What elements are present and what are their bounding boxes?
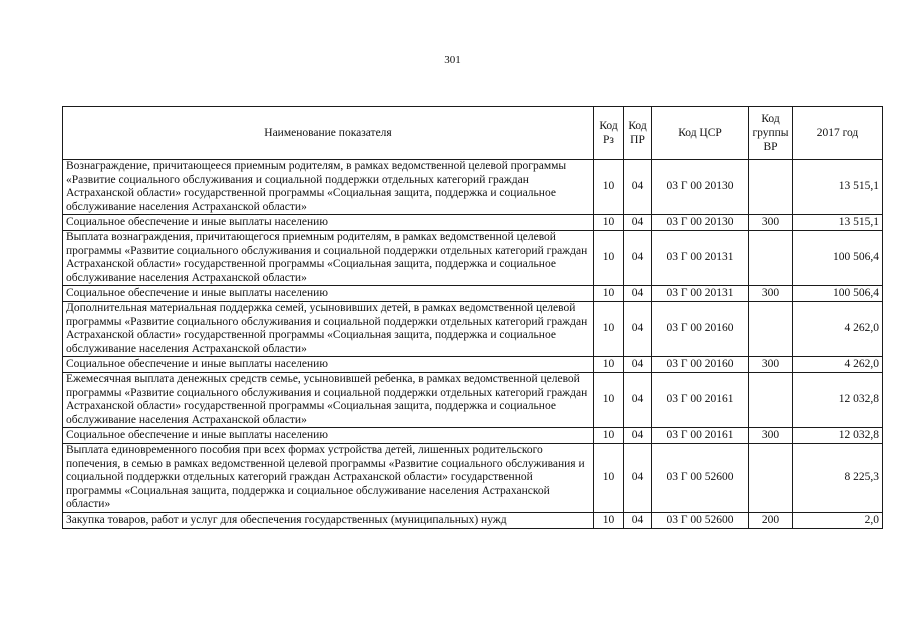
header-rz: Код Рз bbox=[594, 107, 624, 160]
table-header-row bbox=[63, 107, 883, 160]
budget-table bbox=[62, 106, 883, 529]
row-csr: 03 Г 00 20131 bbox=[652, 286, 749, 302]
row-csr: 03 Г 00 20131 bbox=[652, 231, 749, 286]
row-csr: 03 Г 00 20161 bbox=[652, 373, 749, 428]
row-pr: 04 bbox=[624, 357, 652, 373]
row-rz: 10 bbox=[594, 444, 624, 513]
row-rz: 10 bbox=[594, 286, 624, 302]
table-row bbox=[63, 444, 883, 513]
row-pr: 04 bbox=[624, 512, 652, 528]
row-pr: 04 bbox=[624, 428, 652, 444]
row-amount: 100 506,4 bbox=[793, 286, 883, 302]
row-pr: 04 bbox=[624, 302, 652, 357]
table-row bbox=[63, 286, 883, 302]
row-pr: 04 bbox=[624, 373, 652, 428]
row-vr bbox=[749, 160, 793, 215]
row-vr bbox=[749, 373, 793, 428]
row-csr: 03 Г 00 20130 bbox=[652, 160, 749, 215]
row-amount: 13 515,1 bbox=[793, 215, 883, 231]
row-vr: 200 bbox=[749, 512, 793, 528]
row-vr: 300 bbox=[749, 357, 793, 373]
header-vr: Код группы ВР bbox=[749, 107, 793, 160]
table-row bbox=[63, 373, 883, 428]
row-csr: 03 Г 00 20130 bbox=[652, 215, 749, 231]
row-rz: 10 bbox=[594, 302, 624, 357]
row-amount: 8 225,3 bbox=[793, 444, 883, 513]
row-pr: 04 bbox=[624, 160, 652, 215]
row-vr: 300 bbox=[749, 428, 793, 444]
row-rz: 10 bbox=[594, 428, 624, 444]
row-name: Социальное обеспечение и иные выплаты населению bbox=[63, 428, 594, 444]
row-csr: 03 Г 00 52600 bbox=[652, 444, 749, 513]
table-row bbox=[63, 428, 883, 444]
row-vr bbox=[749, 444, 793, 513]
row-name: Ежемесячная выплата денежных средств семье, усыновившей ребенка, в рамках ведомственной целевой программы «Развитие социального обслуживания и социальной поддержки отдельных категорий граждан Астраханской области» государственной программы «Социальная защита, поддержка и социальное обслуживание населения Астраханской области» bbox=[63, 373, 594, 428]
table-row bbox=[63, 231, 883, 286]
header-csr: Код ЦСР bbox=[652, 107, 749, 160]
row-amount: 2,0 bbox=[793, 512, 883, 528]
row-name: Дополнительная материальная поддержка семей, усыновивших детей, в рамках ведомственной целевой программы «Развитие социального обслуживания и социальной поддержки отдельных категорий граждан Астраханской области» государственной программы «Социальная защита, поддержка и социальное обслуживание населения Астраханской области» bbox=[63, 302, 594, 357]
header-pr: Код ПР bbox=[624, 107, 652, 160]
row-vr: 300 bbox=[749, 286, 793, 302]
row-csr: 03 Г 00 20160 bbox=[652, 357, 749, 373]
row-csr: 03 Г 00 20161 bbox=[652, 428, 749, 444]
table-row bbox=[63, 160, 883, 215]
row-name: Социальное обеспечение и иные выплаты населению bbox=[63, 286, 594, 302]
row-name: Закупка товаров, работ и услуг для обеспечения государственных (муниципальных) нужд bbox=[63, 512, 594, 528]
table-row bbox=[63, 357, 883, 373]
row-vr bbox=[749, 231, 793, 286]
row-amount: 100 506,4 bbox=[793, 231, 883, 286]
row-csr: 03 Г 00 52600 bbox=[652, 512, 749, 528]
row-rz: 10 bbox=[594, 215, 624, 231]
row-amount: 12 032,8 bbox=[793, 373, 883, 428]
row-rz: 10 bbox=[594, 231, 624, 286]
table-row bbox=[63, 512, 883, 528]
row-pr: 04 bbox=[624, 231, 652, 286]
row-amount: 4 262,0 bbox=[793, 357, 883, 373]
row-rz: 10 bbox=[594, 357, 624, 373]
row-amount: 13 515,1 bbox=[793, 160, 883, 215]
page-number: 301 bbox=[444, 54, 461, 66]
row-pr: 04 bbox=[624, 215, 652, 231]
row-name: Социальное обеспечение и иные выплаты населению bbox=[63, 357, 594, 373]
row-rz: 10 bbox=[594, 160, 624, 215]
row-vr bbox=[749, 302, 793, 357]
row-name: Выплата вознаграждения, причитающегося приемным родителям, в рамках ведомственной целевой программы «Развитие социального обслуживания и социальной поддержки отдельных категорий граждан Астраханской области» государственной программы «Социальная защита, поддержка и социальное обслуживание населения Астраханской области» bbox=[63, 231, 594, 286]
row-amount: 4 262,0 bbox=[793, 302, 883, 357]
header-year: 2017 год bbox=[793, 107, 883, 160]
row-rz: 10 bbox=[594, 373, 624, 428]
row-name: Выплата единовременного пособия при всех формах устройства детей, лишенных родительского попечения, в семью в рамках ведомственной целевой программы «Развитие социального обслуживания и социальной поддержки отдельных категорий граждан Астраханской области» государственной программы «Социальная защита, поддержка и социальное обслуживание населения Астраханской области» bbox=[63, 444, 594, 513]
row-rz: 10 bbox=[594, 512, 624, 528]
row-vr: 300 bbox=[749, 215, 793, 231]
row-pr: 04 bbox=[624, 444, 652, 513]
table-row bbox=[63, 302, 883, 357]
header-name: Наименование показателя bbox=[63, 107, 594, 160]
row-pr: 04 bbox=[624, 286, 652, 302]
row-name: Социальное обеспечение и иные выплаты населению bbox=[63, 215, 594, 231]
table-row bbox=[63, 215, 883, 231]
row-amount: 12 032,8 bbox=[793, 428, 883, 444]
row-name: Вознаграждение, причитающееся приемным родителям, в рамках ведомственной целевой программы «Развитие социального обслуживания и социальной поддержки отдельных категорий граждан Астраханской области» государственной программы «Социальная защита, поддержка и социальное обслуживание населения Астраханской области» bbox=[63, 160, 594, 215]
row-csr: 03 Г 00 20160 bbox=[652, 302, 749, 357]
